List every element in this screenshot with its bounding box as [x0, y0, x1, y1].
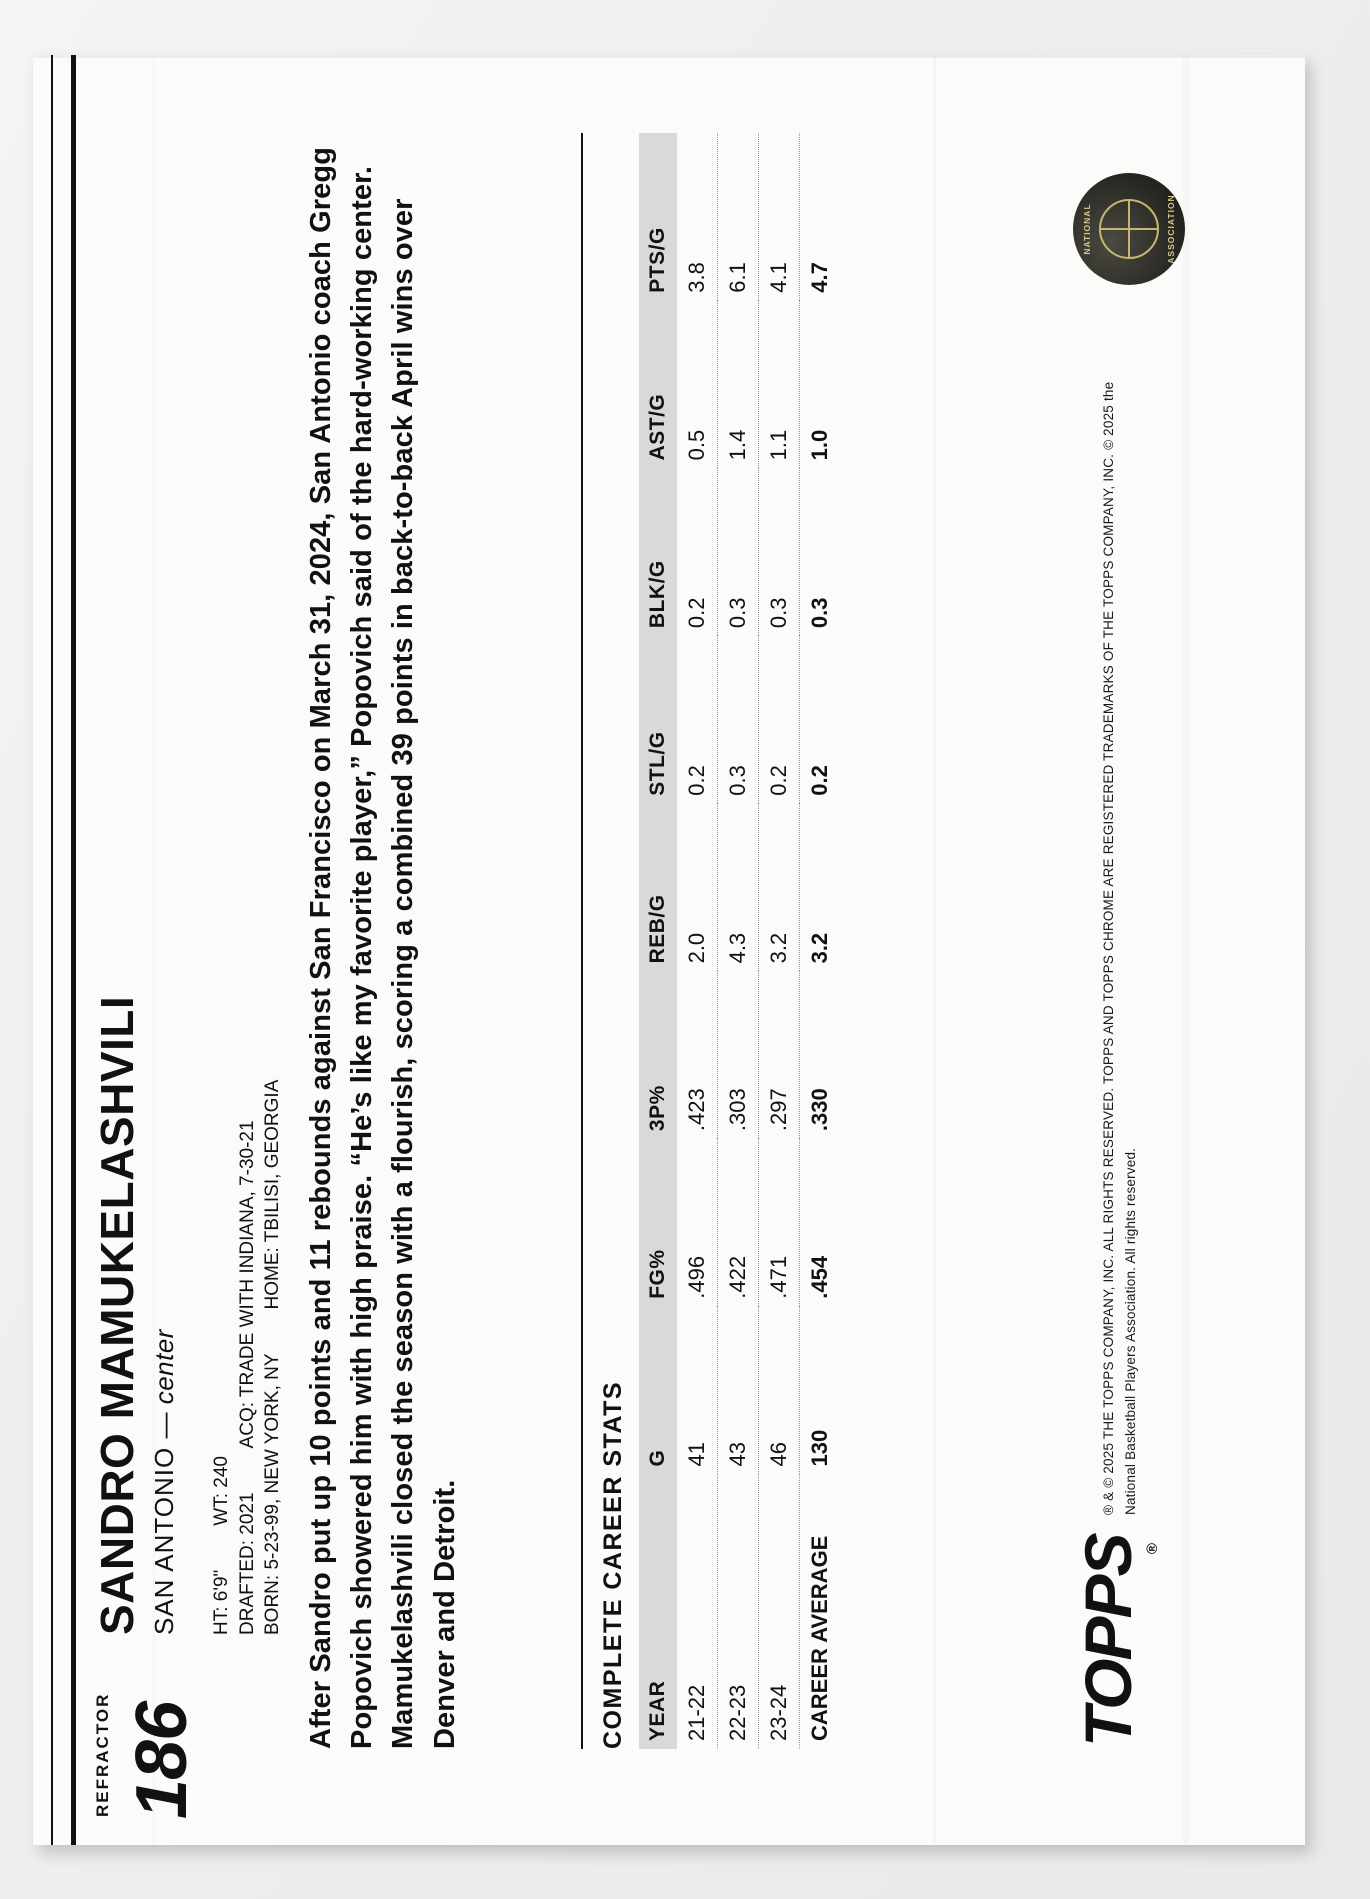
stats-col-ptsg: PTS/G [639, 133, 677, 301]
cell-stlg: 0.2 [807, 765, 832, 796]
cell-3ppct: .330 [807, 1088, 832, 1132]
cell-g: 46 [759, 1307, 800, 1475]
cell-ptsg: 4.7 [807, 262, 832, 293]
cell-blkg: 0.3 [718, 468, 759, 636]
separator-dash: — [149, 1412, 180, 1439]
vital-weight: WT: 240 [211, 1456, 232, 1526]
table-row-career-average [800, 133, 841, 1749]
seal-top-text: NATIONAL [1082, 203, 1092, 255]
refractor-label: REFRACTOR [93, 1692, 112, 1817]
stats-col-blkg: BLK/G [639, 468, 677, 636]
vital-acquired: ACQ: TRADE WITH INDIANA, 7-30-21 [236, 1120, 258, 1449]
trading-card [33, 55, 1305, 1845]
topps-wordmark: TOPPS [1071, 1534, 1145, 1747]
cell-3ppct: .423 [677, 971, 718, 1139]
player-vitals [209, 1080, 286, 1635]
cell-year: CAREER AVERAGE [807, 1535, 832, 1741]
player-position: center [149, 1329, 180, 1405]
cell-ptsg: 4.1 [759, 133, 800, 301]
table-row [718, 133, 759, 1749]
cell-blkg: 0.3 [807, 597, 832, 629]
stats-col-fgpct: FG% [639, 1139, 677, 1307]
cell-3ppct: .303 [718, 971, 759, 1139]
stats-col-3ppct: 3P% [639, 971, 677, 1139]
top-thick-rule [71, 55, 76, 1845]
cell-year: 22-23 [718, 1474, 759, 1749]
topps-logo [1071, 1534, 1167, 1747]
seal-bottom-text: ASSOCIATION [1166, 194, 1176, 264]
vital-height: HT: 6'9" [211, 1569, 232, 1635]
cell-fgpct: .422 [718, 1139, 759, 1307]
cell-g: 130 [807, 1429, 832, 1467]
cell-g: 43 [718, 1307, 759, 1475]
cell-stlg: 0.2 [759, 636, 800, 804]
vital-home: HOME: TBILISI, GEORGIA [262, 1079, 284, 1310]
cell-g: 41 [677, 1307, 718, 1475]
stats-col-astg: AST/G [639, 301, 677, 469]
basketball-icon [1099, 199, 1159, 259]
career-stats-table [639, 133, 840, 1749]
stats-body [677, 133, 840, 1749]
cell-astg: 1.1 [759, 301, 800, 469]
stats-col-year: YEAR [639, 1474, 677, 1749]
legal-line: ® & © 2025 THE TOPPS COMPANY, INC. ALL RIGHTS RESERVED. TOPPS AND TOPPS CHROME ARE REGISTERED TRADEMARKS OF THE TOPPS COMPANY, INC. © 2025 the National Basketball Players Association. All rights reserved. [1101, 381, 1138, 1515]
card-content-plane [33, 55, 1305, 1845]
cell-year: 21-22 [677, 1474, 718, 1749]
stats-section-title: COMPLETE CAREER STATS [599, 1380, 627, 1749]
card-back [33, 55, 1305, 1845]
cell-rebg: 3.2 [807, 932, 832, 964]
cell-blkg: 0.2 [677, 468, 718, 636]
nbpa-seal-icon [1073, 173, 1185, 285]
cell-fgpct: .471 [759, 1139, 800, 1307]
cell-rebg: 2.0 [677, 804, 718, 972]
top-thin-rule [51, 55, 53, 1845]
cell-blkg: 0.3 [759, 468, 800, 636]
cell-astg: 0.5 [677, 301, 718, 469]
stats-col-g: G [639, 1307, 677, 1475]
cell-stlg: 0.3 [718, 636, 759, 804]
cell-fgpct: .496 [677, 1139, 718, 1307]
cell-ptsg: 3.8 [677, 133, 718, 301]
card-surface [33, 55, 1305, 1845]
player-name: SANDRO MAMUKELASHVILI [91, 995, 143, 1635]
team-name: SAN ANTONIO [149, 1446, 180, 1635]
vital-born: BORN: 5-23-99, NEW YORK, NY [262, 1353, 284, 1635]
vitals-row-1 [209, 1080, 235, 1635]
player-header [93, 535, 180, 1635]
vitals-row-3 [260, 1080, 286, 1635]
table-row [677, 133, 718, 1749]
registered-trademark-icon: ® [1144, 1543, 1161, 1555]
cell-astg: 1.0 [807, 429, 832, 461]
cell-ptsg: 6.1 [718, 133, 759, 301]
player-bio: After Sandro put up 10 points and 11 rebounds against San Francisco on March 31, 2024, San Antonio coach Gregg Popovich showered him with high praise. “He’s like my favorite player,” Popovich said of the hard-working center. Mamukelashvili closed the season with a flourish, scoring a combined 39 points in back-to-back April wins over Denver and Detroit. [305, 146, 461, 1749]
stats-header-row [639, 133, 677, 1749]
vital-drafted: DRAFTED: 2021 [236, 1492, 258, 1635]
vitals-row-2 [235, 1080, 261, 1635]
stats-col-stlg: STL/G [639, 636, 677, 804]
team-position-line [149, 535, 180, 1635]
cell-rebg: 3.2 [759, 804, 800, 972]
card-number: 186 [122, 1701, 202, 1819]
cell-rebg: 4.3 [718, 804, 759, 972]
cell-3ppct: .297 [759, 971, 800, 1139]
stats-col-rebg: REB/G [639, 804, 677, 972]
cell-stlg: 0.2 [677, 636, 718, 804]
cell-astg: 1.4 [718, 301, 759, 469]
section-divider [581, 133, 583, 1749]
cell-year: 23-24 [759, 1474, 800, 1749]
legal-text [1099, 335, 1143, 1515]
cell-fgpct: .454 [807, 1255, 832, 1299]
table-row [759, 133, 800, 1749]
